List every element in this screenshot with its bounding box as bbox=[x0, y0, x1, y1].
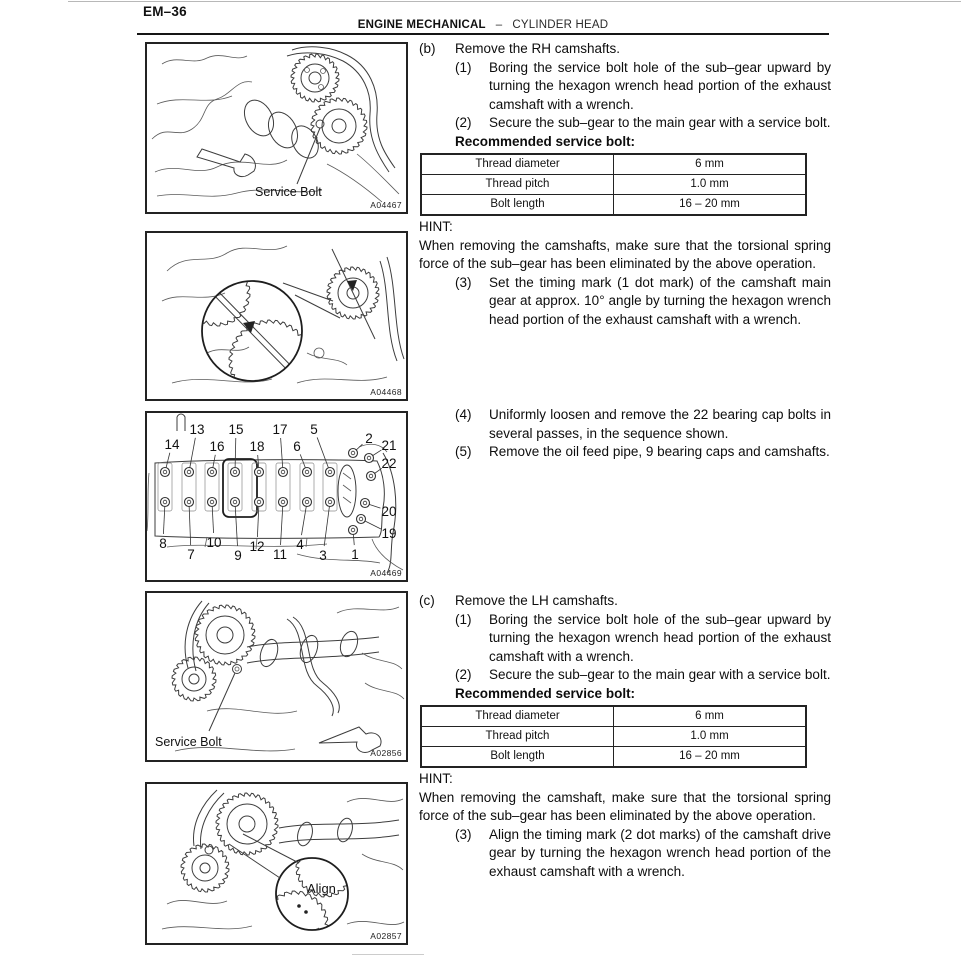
figure-code: A04469 bbox=[370, 568, 402, 578]
bolt-circle bbox=[303, 468, 312, 477]
step-text: Uniformly loosen and remove the 22 bearing cap bolts in several passes, in the sequence shown. bbox=[489, 407, 831, 441]
bolt-leader-line bbox=[189, 438, 195, 472]
bolt-sequence-number: 22 bbox=[381, 456, 397, 471]
camshaft-gear-art bbox=[195, 605, 255, 665]
bolt-circle bbox=[279, 468, 288, 477]
step-number: (4) bbox=[455, 407, 472, 422]
bolt-sequence-number: 19 bbox=[381, 526, 397, 541]
step-b1 bbox=[455, 59, 831, 115]
figure-label-service-bolt: Service Bolt bbox=[255, 185, 322, 199]
bolt-circle bbox=[185, 498, 194, 507]
bolt-sequence-number: 15 bbox=[228, 422, 244, 437]
section-b-title: Remove the RH camshafts. bbox=[455, 41, 621, 56]
bolt-sequence-number: 11 bbox=[272, 547, 288, 562]
bolt-circle bbox=[185, 468, 194, 477]
spec-name-cell: Thread pitch bbox=[421, 175, 614, 195]
spec-value-cell: 1.0 mm bbox=[614, 727, 807, 747]
camshaft-pulley-gear-art bbox=[291, 54, 339, 102]
page-header bbox=[137, 19, 829, 31]
figure-code: A02857 bbox=[370, 931, 402, 941]
bolt-circle bbox=[349, 526, 358, 535]
bolt-circle bbox=[255, 468, 264, 477]
bolt-leader-line bbox=[235, 438, 236, 472]
service-bolt-spec-table bbox=[420, 705, 807, 768]
hint-label: HINT: bbox=[419, 219, 453, 234]
step-text: Remove the oil feed pipe, 9 bearing caps and camshafts. bbox=[489, 444, 830, 459]
bolt-circle bbox=[361, 499, 370, 508]
bolt-sequence-number: 6 bbox=[293, 439, 301, 454]
cylinder-head-bolt-sequence-diagram bbox=[147, 413, 406, 580]
step-number: (2) bbox=[455, 115, 472, 130]
step-c2 bbox=[455, 666, 831, 685]
spec-table-title: Recommended service bolt: bbox=[455, 133, 636, 149]
steps-4-5 bbox=[419, 406, 831, 462]
step-b2 bbox=[455, 114, 831, 133]
figure-lh-service-bolt bbox=[145, 591, 408, 762]
section-b-marker: (b) bbox=[419, 41, 436, 56]
step-b3 bbox=[455, 274, 831, 330]
step-text: Align the timing mark (2 dot marks) of the camshaft drive gear by turning the hexagon wrench head portion of the exhaust camshaft with a wrench. bbox=[489, 826, 831, 879]
step-text: Boring the service bolt hole of the sub–gear upward by turning the hexagon wrench head portion of the exhaust camshaft with a wrench. bbox=[489, 611, 831, 664]
spec-value-cell: 16 – 20 mm bbox=[614, 747, 807, 768]
spec-value-cell: 1.0 mm bbox=[614, 175, 807, 195]
page-top-rule bbox=[68, 1, 961, 2]
step-number: (3) bbox=[455, 274, 472, 290]
spec-row bbox=[421, 195, 806, 216]
spec-row bbox=[421, 175, 806, 195]
figure-code: A04467 bbox=[370, 200, 402, 210]
scan-artifact-line bbox=[352, 954, 424, 955]
spec-name-cell: Bolt length bbox=[421, 747, 614, 768]
hint-text: When removing the camshafts, make sure that the torsional spring force of the sub–gear has been eliminated by the above operation. bbox=[419, 237, 831, 271]
bolt-sequence-number: 3 bbox=[319, 548, 327, 563]
spec-name-cell: Thread diameter bbox=[421, 154, 614, 175]
bolt-leader-line bbox=[317, 437, 330, 472]
camshaft-main-gear-art bbox=[311, 98, 367, 154]
spec-table-title: Recommended service bolt: bbox=[455, 685, 636, 701]
bolt-sequence-number: 17 bbox=[272, 422, 288, 437]
engine-illustration-rh-timing-mark bbox=[147, 233, 406, 399]
step-text: Boring the service bolt hole of the sub–gear upward by turning the hexagon wrench head portion of the exhaust camshaft with a wrench. bbox=[489, 59, 831, 112]
hint-text: When removing the camshaft, make sure that the torsional spring force of the sub–gear has been eliminated by the above operation. bbox=[419, 789, 831, 823]
bolt-sequence-number: 13 bbox=[189, 422, 205, 437]
page-code: EM–36 bbox=[143, 4, 187, 19]
step-number: (1) bbox=[455, 59, 472, 75]
step-b4 bbox=[455, 406, 831, 443]
figure-code: A02856 bbox=[370, 748, 402, 758]
section-c bbox=[419, 592, 831, 881]
spec-row bbox=[421, 154, 806, 175]
bolt-circle bbox=[161, 468, 170, 477]
figure-align-timing-marks bbox=[145, 782, 408, 945]
engine-illustration-align-marks bbox=[147, 784, 406, 943]
spec-value-cell: 6 mm bbox=[614, 706, 807, 727]
bolt-sequence-number: 20 bbox=[381, 504, 397, 519]
bolt-circle bbox=[349, 449, 358, 458]
bolt-sequence-number: 4 bbox=[296, 537, 304, 552]
bolt-circle bbox=[208, 498, 217, 507]
bolt-sequence-number: 7 bbox=[187, 547, 195, 562]
step-text: Secure the sub–gear to the main gear with a service bolt. bbox=[489, 667, 831, 682]
section-c-title: Remove the LH camshafts. bbox=[455, 593, 618, 608]
bolt-sequence-number: 16 bbox=[209, 439, 225, 454]
spec-name-cell: Thread pitch bbox=[421, 727, 614, 747]
drive-gear-art bbox=[216, 793, 278, 855]
figure-code: A04468 bbox=[370, 387, 402, 397]
bolt-sequence-number: 14 bbox=[164, 437, 180, 452]
header-separator: – bbox=[495, 19, 503, 31]
bolt-sequence-number: 21 bbox=[381, 438, 397, 453]
bolt-circle bbox=[231, 498, 240, 507]
bolt-circle bbox=[279, 498, 288, 507]
bolt-circle bbox=[326, 498, 335, 507]
spec-row bbox=[421, 727, 806, 747]
bolt-sequence-number: 8 bbox=[159, 536, 167, 551]
bolt-leader-line bbox=[189, 502, 191, 545]
bolt-circle bbox=[326, 468, 335, 477]
step-number: (2) bbox=[455, 667, 472, 682]
step-number: (5) bbox=[455, 444, 472, 459]
bolt-leader-line bbox=[235, 502, 237, 546]
section-c-marker: (c) bbox=[419, 593, 435, 608]
figure-rh-service-bolt bbox=[145, 42, 408, 214]
bolt-sequence-number: 10 bbox=[206, 535, 222, 550]
figure-rh-timing-mark bbox=[145, 231, 408, 401]
spec-row bbox=[421, 747, 806, 768]
figure-bolt-sequence bbox=[145, 411, 408, 582]
bolt-leader-line bbox=[324, 502, 330, 546]
step-number: (3) bbox=[455, 826, 472, 842]
bolt-circle bbox=[357, 515, 366, 524]
figure-label-align: Align bbox=[307, 881, 336, 896]
bolt-leader-line bbox=[281, 438, 283, 472]
step-b5 bbox=[455, 443, 831, 462]
bolt-sequence-number: 2 bbox=[365, 431, 373, 446]
bolt-sequence-number: 1 bbox=[351, 547, 359, 562]
bolt-sequence-number: 18 bbox=[249, 439, 265, 454]
bolt-circle bbox=[231, 468, 240, 477]
bolt-sequence-number: 12 bbox=[249, 539, 265, 554]
bolt-circle bbox=[367, 472, 376, 481]
spec-name-cell: Thread diameter bbox=[421, 706, 614, 727]
bolt-circle bbox=[208, 468, 217, 477]
bolt-circle bbox=[161, 498, 170, 507]
spec-row bbox=[421, 706, 806, 727]
step-text: Set the timing mark (1 dot mark) of the camshaft main gear at approx. 10° angle by turning the hexagon wrench head portion of the exhaust camshaft with a wrench. bbox=[489, 274, 831, 327]
spec-value-cell: 6 mm bbox=[614, 154, 807, 175]
section-name: ENGINE MECHANICAL bbox=[357, 19, 486, 31]
figure-label-service-bolt: Service Bolt bbox=[155, 735, 222, 749]
step-c1 bbox=[455, 611, 831, 667]
spec-value-cell: 16 – 20 mm bbox=[614, 195, 807, 216]
service-bolt-spec-table bbox=[420, 153, 807, 216]
bolt-sequence-number: 5 bbox=[310, 422, 318, 437]
bolt-sequence-number: 9 bbox=[234, 548, 242, 563]
step-c3 bbox=[455, 826, 831, 882]
step-number: (1) bbox=[455, 611, 472, 627]
bolt-circle bbox=[303, 498, 312, 507]
hint-label: HINT: bbox=[419, 771, 453, 786]
step-text: Secure the sub–gear to the main gear with a service bolt. bbox=[489, 115, 831, 130]
subsection-name: CYLINDER HEAD bbox=[512, 19, 609, 31]
spec-name-cell: Bolt length bbox=[421, 195, 614, 216]
bolt-circle bbox=[255, 498, 264, 507]
section-b bbox=[419, 40, 831, 329]
bolt-circle bbox=[365, 454, 374, 463]
header-rule bbox=[137, 33, 829, 35]
